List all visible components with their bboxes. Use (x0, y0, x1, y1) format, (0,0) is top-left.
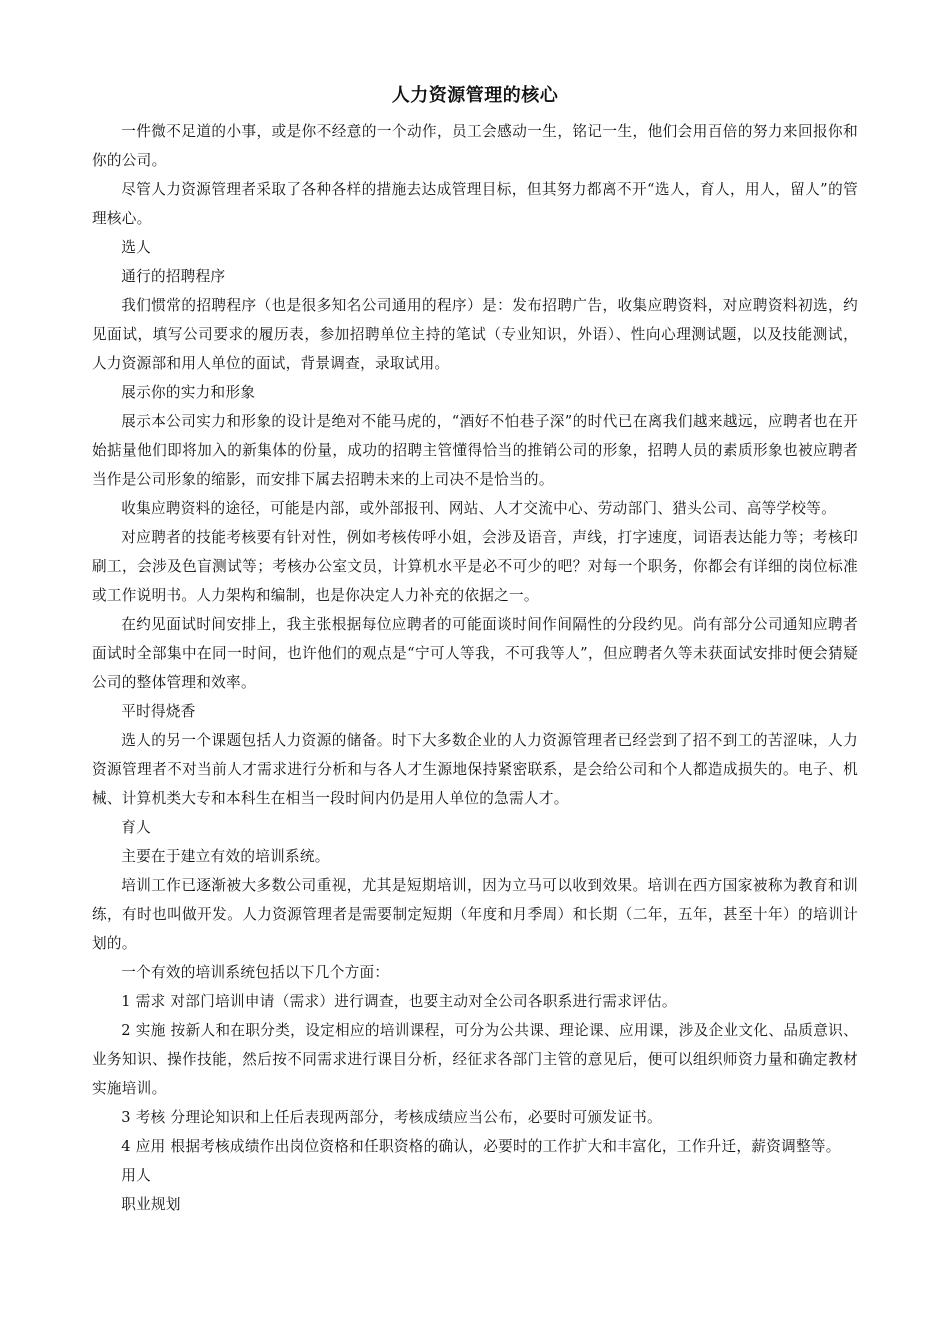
subheading-career-planning: 职业规划 (121, 1196, 181, 1213)
interview-scheduling-paragraph: 在约见面试时间安排上，我主张根据每位应聘者的可能面谈时间作间隔性的分段约见。尚有部分公司通知应聘者面试时全部集中在同一时间，也许他们的观点是“宁可人等我，不可我等人”，但应聘者久等未获面试安排时便会猜疑公司的整体管理和效率。 (92, 616, 858, 691)
company-image-paragraph: 展示本公司实力和形象的设计是绝对不能马虎的，“酒好不怕巷子深”的时代已在离我们越来越远，应聘者也在开始掂量他们即将加入的新集体的份量，成功的招聘主管懂得恰当的推销公司的形象，招聘人员的素质形象也被应聘者当作是公司形象的缩影，而安排下属去招聘未来的上司决不是恰当的。 (92, 413, 858, 488)
training-item-application: 4 应用 根据考核成绩作出岗位资格和任职资格的确认，必要时的工作扩大和丰富化，工作升迁，薪资调整等。 (121, 1138, 841, 1155)
subheading-talent-reserve: 平时得烧香 (121, 703, 196, 720)
training-item-needs: 1 需求 对部门培训申请（需求）进行调查，也要主动对全公司各职系进行需求评估。 (121, 993, 677, 1010)
section-heading-training: 育人 (121, 819, 151, 836)
section-heading-selection: 选人 (121, 239, 151, 256)
subheading-recruitment-procedure: 通行的招聘程序 (121, 268, 226, 285)
intro-paragraph: 一件微不足道的小事，或是你不经意的一个动作，员工会感动一生，铭记一生，他们会用百倍的努力来回报你和你的公司。 (92, 123, 858, 169)
skills-assessment-paragraph: 对应聘者的技能考核要有针对性，例如考核传呼小姐，会涉及语音，声线，打字速度，词语表达能力等；考核印刷工，会涉及色盲测试等；考核办公室文员，计算机水平是必不可少的吧？对每一个职务，你都会有详细的岗位标准或工作说明书。人力架构和编制，也是你决定人力补充的依据之一。 (92, 529, 858, 604)
document-body (92, 117, 858, 1219)
section-heading-employment: 用人 (121, 1167, 151, 1184)
core-paragraph: 尽管人力资源管理者采取了各种各样的措施去达成管理目标，但其努力都离不开“选人，育人，用人，留人”的管理核心。 (92, 181, 858, 227)
subheading-company-image: 展示你的实力和形象 (121, 384, 256, 401)
training-item-implementation: 2 实施 按新人和在职分类，设定相应的培训课程，可分为公共课、理论课、应用课，涉及企业文化、品质意识、业务知识、操作技能，然后按不同需求进行课目分析，经征求各部门主管的意见后，便可以组织师资力量和确定教材实施培训。 (92, 1022, 858, 1097)
recruitment-procedure-paragraph: 我们惯常的招聘程序（也是很多知名公司通用的程序）是：发布招聘广告，收集应聘资料，对应聘资料初选，约见面试，填写公司要求的履历表，参加招聘单位主持的笔试（专业知识，外语）、性向心理测试题，以及技能测试，人力资源部和用人单位的面试，背景调查，录取试用。 (92, 297, 858, 372)
training-item-assessment: 3 考核 分理论知识和上任后表现两部分，考核成绩应当公布，必要时可颁发证书。 (121, 1109, 662, 1126)
training-aspects-intro: 一个有效的培训系统包括以下几个方面： (121, 964, 390, 981)
document-title: 人力资源管理的核心 (391, 85, 559, 106)
training-plan-paragraph: 培训工作已逐渐被大多数公司重视，尤其是短期培训，因为立马可以收到效果。培训在西方国家被称为教育和训练，有时也叫做开发。人力资源管理者是需要制定短期（年度和月季周）和长期（二年，五年，甚至十年）的培训计划的。 (92, 877, 858, 952)
talent-reserve-paragraph: 选人的另一个课题包括人力资源的储备。时下大多数企业的人力资源管理者已经尝到了招不到工的苦涩味，人力资源管理者不对当前人才需求进行分析和与各人才生源地保持紧密联系，是会给公司和个人都造成损失的。电子、机械、计算机类大专和本科生在相当一段时间内仍是用人单位的急需人才。 (92, 732, 858, 807)
application-channels-paragraph: 收集应聘资料的途径，可能是内部，或外部报刊、网站、人才交流中心、劳动部门、猎头公司、高等学校等。 (121, 500, 837, 517)
training-system-paragraph: 主要在于建立有效的培训系统。 (121, 848, 330, 865)
